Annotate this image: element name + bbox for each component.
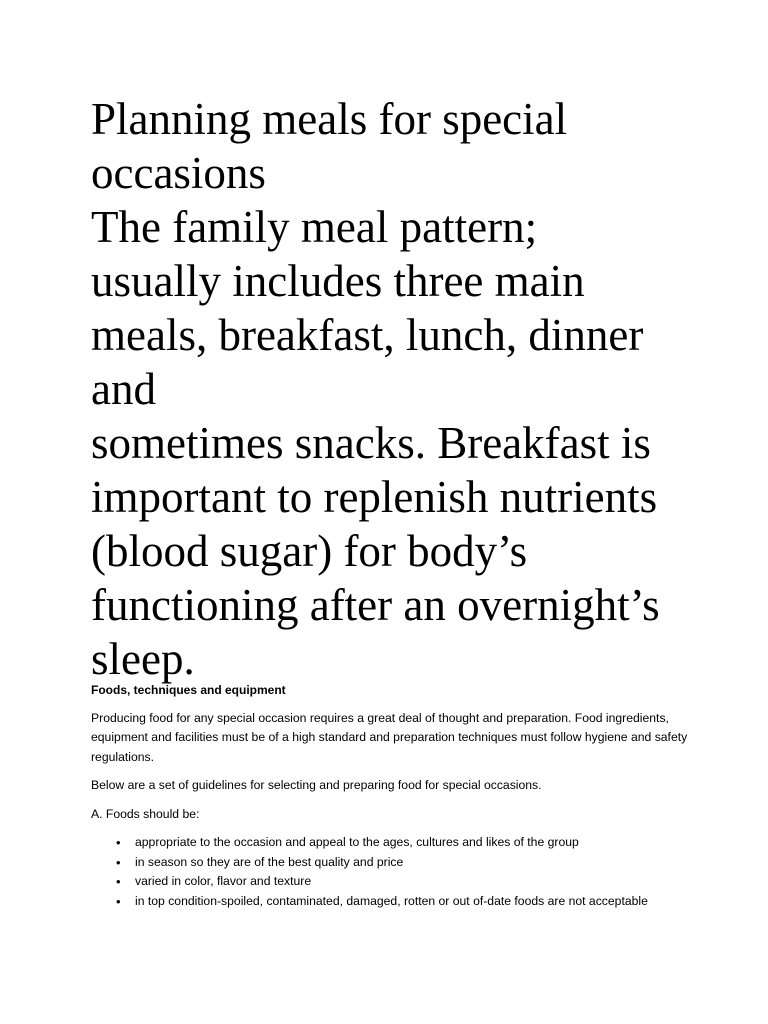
bullet-icon: • — [116, 874, 121, 889]
intro-paragraph: Producing food for any special occasion requires a great deal of thought and preparation. Food ingredients, equipment and facilities must be of a high standard and preparation techniques must follow hygiene and safety regulations. — [91, 710, 688, 764]
list-item-text: in season so they are of the best quality and price — [135, 854, 404, 869]
list-intro: A. Foods should be: — [91, 806, 200, 821]
main-text-line: functioning after an overnight’s — [91, 580, 660, 630]
bullet-icon: • — [116, 835, 121, 850]
main-text-line: occasions — [91, 148, 266, 198]
main-heading-text — [91, 92, 731, 686]
main-text-line: Planning meals for special — [91, 94, 568, 144]
main-text-line: meals, breakfast, lunch, dinner — [91, 310, 644, 360]
list-item — [91, 892, 691, 912]
list-item-text: varied in color, flavor and texture — [135, 874, 312, 888]
main-text-line: important to replenish nutrients — [91, 472, 658, 522]
section-content — [91, 681, 691, 911]
main-text-line: The family meal pattern; — [91, 202, 538, 252]
main-text-line: sometimes snacks. Breakfast is — [91, 418, 651, 468]
bullet-icon: • — [116, 854, 121, 870]
foods-bullet-list — [91, 833, 691, 911]
main-text-line: and — [91, 364, 156, 414]
section-heading: Foods, techniques and equipment — [91, 683, 286, 697]
list-item-text: appropriate to the occasion and appeal to the ages, cultures and likes of the group — [135, 835, 579, 849]
list-item-text: in top condition-spoiled, contaminated, damaged, rotten or out of-date foods are not acceptable — [135, 893, 648, 908]
main-text-line: (blood sugar) for body’s — [91, 526, 528, 576]
list-item — [91, 853, 691, 873]
main-text-line: usually includes three main — [91, 256, 585, 306]
list-item — [91, 872, 691, 892]
list-item — [91, 833, 691, 853]
guidelines-paragraph: Below are a set of guidelines for selecting and preparing food for special occasions. — [91, 778, 542, 792]
main-text-line: sleep. — [91, 634, 195, 684]
bullet-icon: • — [116, 893, 121, 909]
